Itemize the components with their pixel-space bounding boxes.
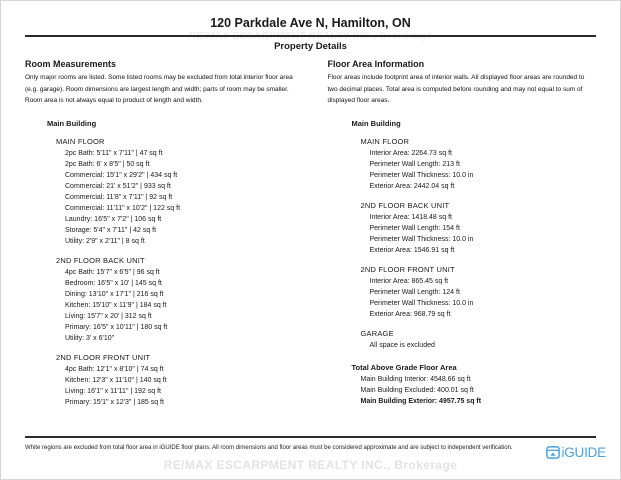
room-measurement: Living: 16'1" x 11'11" | 192 sq ft (65, 387, 161, 395)
area-section-2nd-floor-back-unit (361, 201, 597, 256)
room-list (65, 267, 311, 344)
footer-divider (25, 436, 596, 438)
page-title: 120 Parkdale Ave N, Hamilton, ON (210, 16, 411, 30)
room-measurements-heading: Room Measurements (25, 59, 117, 69)
total-line: Main Building Excluded: 400.01 sq ft (360, 386, 474, 394)
iguide-camera-icon (546, 446, 560, 459)
area-list (370, 148, 597, 192)
room-measurement: Commercial: 15'1" x 29'2" | 434 sq ft (65, 171, 178, 179)
content-columns (25, 59, 596, 408)
floor-section-name: 2ND FLOOR BACK UNIT (360, 200, 450, 210)
floor-area-line: Perimeter Wall Length: 213 ft (369, 160, 460, 168)
room-measurement: Storage: 5'4" x 7'11" | 42 sq ft (65, 226, 157, 234)
room-measurement: Utility: 3' x 6'10" (65, 334, 115, 342)
iguide-logo (546, 445, 606, 460)
room-measurements-description: Only major rooms are listed. Some listed rooms may be excluded from total interior floor area (e.g. garage). Room dimensions are largest length and width; parts of room may be smaller. Room area is not always equal to product of length and width. (25, 74, 293, 104)
floor-section-name: 2ND FLOOR FRONT UNIT (360, 264, 455, 274)
area-section-main-floor (361, 137, 597, 192)
room-measurement: Commercial: 21' x 51'2" | 933 sq ft (65, 182, 171, 190)
area-list (370, 340, 597, 351)
header-divider (25, 35, 596, 37)
floor-area-heading: Floor Area Information (327, 59, 425, 69)
floor-area-line: Exterior Area: 968.79 sq ft (369, 310, 451, 318)
room-measurement: Utility: 2'9" x 2'11" | 8 sq ft (65, 237, 145, 245)
room-measurement: Commercial: 11'11" x 10'2" | 122 sq ft (65, 204, 181, 212)
main-building-rooms (47, 119, 311, 408)
iguide-logo-text: iGUIDE (561, 445, 606, 460)
building-name: Main Building (351, 118, 401, 128)
room-measurement: Primary: 15'1" x 12'3" | 185 sq ft (65, 398, 164, 406)
area-section-garage (361, 329, 597, 351)
area-list (370, 212, 597, 256)
brokerage-watermark-bottom: RE/MAX ESCARPMENT REALTY INC., Brokerage (163, 458, 458, 472)
floor-section-name: 2ND FLOOR FRONT UNIT (56, 352, 151, 362)
total-lines (361, 374, 597, 407)
floor-area-line: Interior Area: 1418.48 sq ft (369, 213, 452, 221)
floor-section-name: MAIN FLOOR (56, 136, 105, 146)
floor-section-2nd-floor-front-unit (56, 353, 311, 408)
floor-area-line: Exterior Area: 2442.04 sq ft (369, 182, 455, 190)
total-exterior-line: Main Building Exterior: 4957.75 sq ft (360, 397, 482, 405)
total-above-grade-floor-area (352, 363, 597, 407)
room-measurement: Laundry: 16'5" x 7'2" | 106 sq ft (65, 215, 162, 223)
floor-area-line: Perimeter Wall Thickness: 10.0 in (369, 235, 474, 243)
room-measurement: Dining: 13'10" x 17'1" | 216 sq ft (65, 290, 164, 298)
floor-area-line: Perimeter Wall Thickness: 10.0 in (369, 299, 474, 307)
floor-area-line: Interior Area: 865.45 sq ft (369, 277, 449, 285)
floor-section-name: 2ND FLOOR BACK UNIT (56, 255, 145, 265)
brokerage-watermark-top: RE/MAX ESCARPMENT REALTY INC., Brokerage (188, 31, 433, 42)
floor-area-line: Exterior Area: 1546.91 sq ft (369, 246, 455, 254)
room-measurement: 4pc Bath: 12'1" x 8'10" | 74 sq ft (65, 365, 164, 373)
floor-area-line: All space is excluded (369, 341, 435, 349)
area-section-2nd-floor-front-unit (361, 265, 597, 320)
room-measurement: Living: 15'7" x 20' | 312 sq ft (65, 312, 152, 320)
room-measurement: 2pc Bath: 6' x 8'5" | 50 sq ft (65, 160, 150, 168)
floor-area-line: Interior Area: 2264.73 sq ft (369, 149, 452, 157)
area-list (370, 276, 597, 320)
floor-section-main-floor (56, 137, 311, 247)
floor-section-2nd-floor-back-unit (56, 256, 311, 344)
room-measurement: Kitchen: 15'10" x 11'9" | 184 sq ft (65, 301, 167, 309)
room-measurement: 2pc Bath: 5'11" x 7'11" | 47 sq ft (65, 149, 163, 157)
total-heading: Total Above Grade Floor Area (351, 362, 457, 372)
floor-area-line: Perimeter Wall Thickness: 10.0 in (369, 171, 474, 179)
room-measurement: Kitchen: 12'3" x 11'10" | 140 sq ft (65, 376, 167, 384)
floor-area-description: Floor areas include footprint area of interior walls. All displayed floor areas are rounded to two decimal places. Total area is computed before rounding and may not equal to sum of displayed floor areas. (327, 74, 585, 104)
floor-section-name: GARAGE (360, 328, 394, 338)
total-line: Main Building Interior: 4548.66 sq ft (360, 375, 471, 383)
floor-area-column (311, 59, 597, 408)
floor-area-line: Perimeter Wall Length: 124 ft (369, 288, 460, 296)
building-name: Main Building (47, 118, 97, 128)
footer-disclaimer: White regions are excluded from total floor area in iGUIDE floor plans. All room dimensions and floor areas must be considered approximate and are subject to independent verification. (25, 445, 513, 451)
room-measurements-column (25, 59, 311, 408)
room-measurement: Primary: 16'5" x 10'11" | 180 sq ft (65, 323, 168, 331)
main-building-areas (352, 119, 597, 351)
room-measurement: Bedroom: 16'5" x 10' | 145 sq ft (65, 279, 162, 287)
room-list (65, 148, 311, 247)
page-subtitle: Property Details (274, 41, 347, 52)
room-measurement: 4pc Bath: 15'7" x 6'5" | 96 sq ft (65, 268, 160, 276)
floor-section-name: MAIN FLOOR (360, 136, 410, 146)
room-list (65, 364, 311, 408)
room-measurement: Commercial: 11'8" x 7'11" | 92 sq ft (65, 193, 173, 201)
floor-area-line: Perimeter Wall Length: 154 ft (369, 224, 460, 232)
